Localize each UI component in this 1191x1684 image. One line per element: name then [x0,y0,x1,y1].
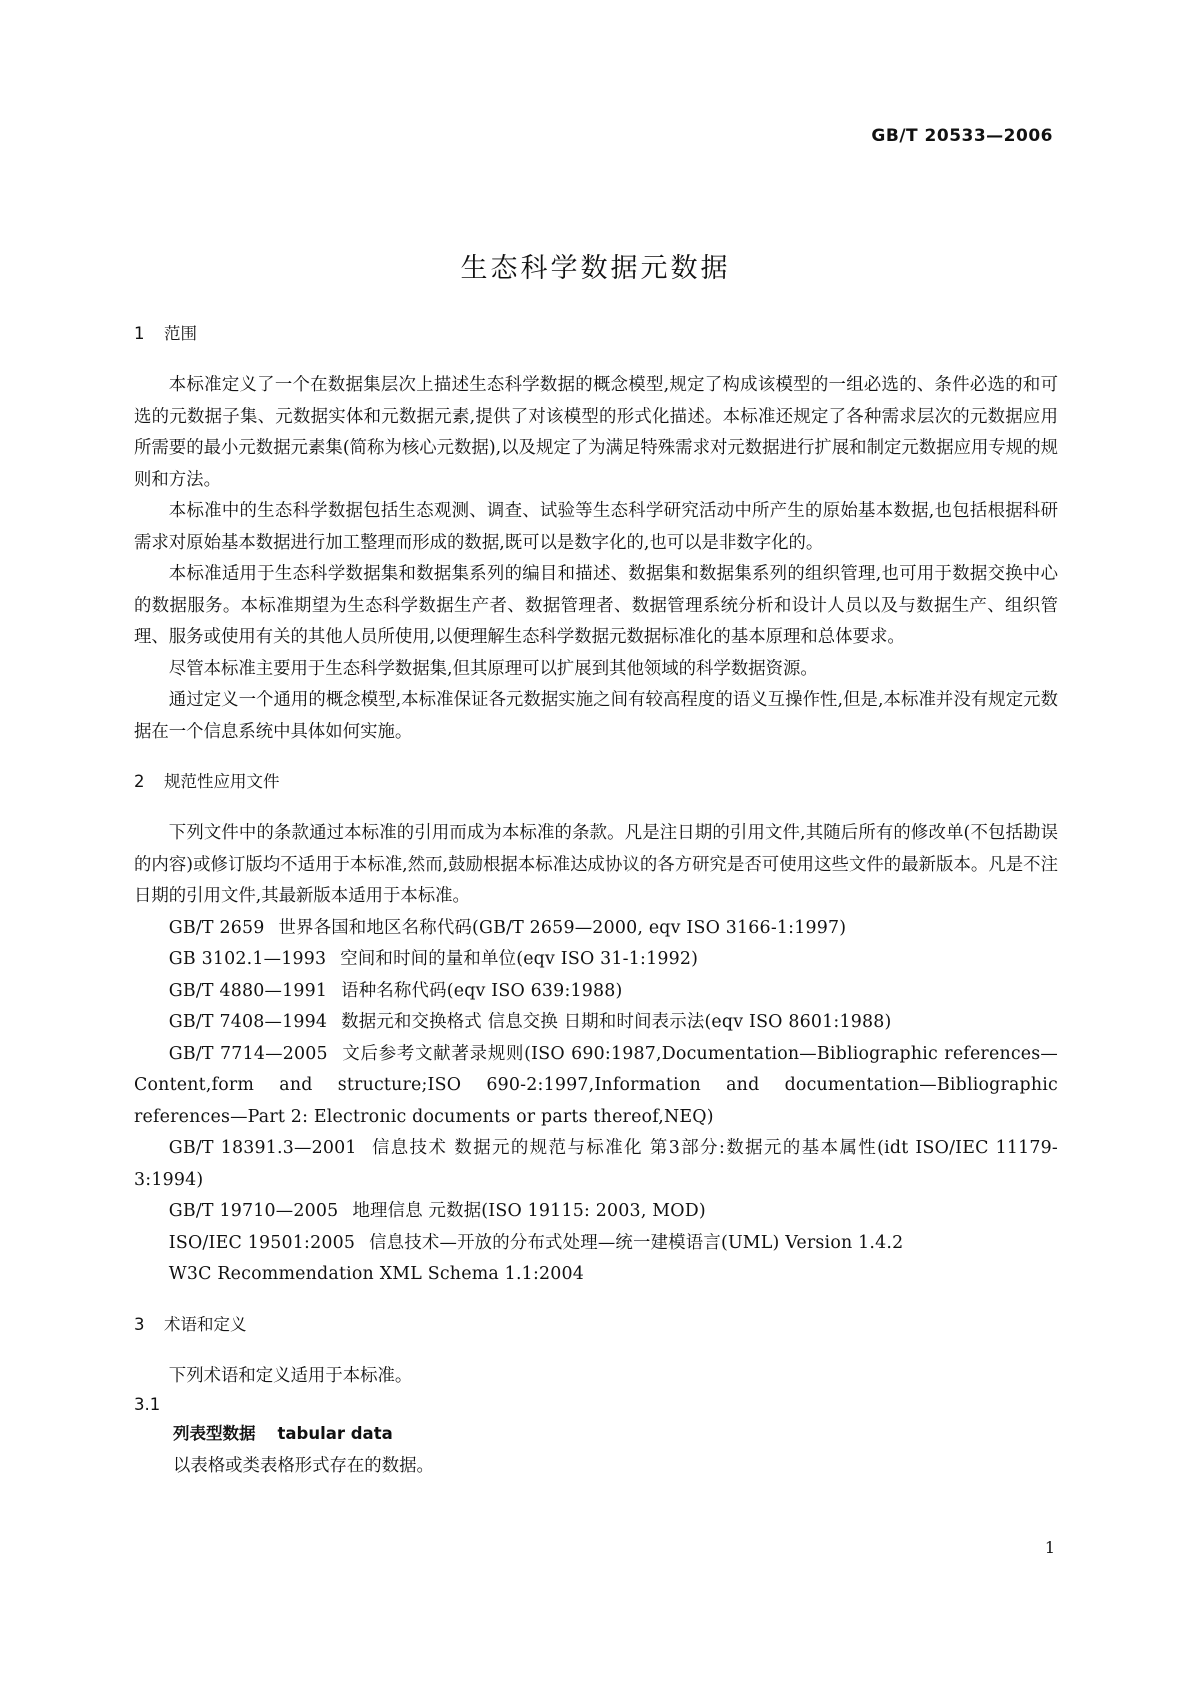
section-heading-normative-references [134,770,1058,794]
normative-refs-intro: 下列文件中的条款通过本标准的引用而成为本标准的条款。凡是注日期的引用文件,其随后所有的修改单(不包括勘误的内容)或修订版均不适用于本标准,然而,鼓励根据本标准达成协议的各方研究是否可使用这些文件的最新版本。凡是不注日期的引用文件,其最新版本适用于本标准。 [134,823,1058,906]
document-body [134,322,1058,1482]
reference-title: 数据元和交换格式 信息交换 日期和时间表示法(eqv ISO 8601:1988) [341,1012,892,1032]
term-name [134,1418,1058,1451]
scope-paragraph: 本标准适用于生态科学数据集和数据集系列的编目和描述、数据集和数据集系列的组织管理,也可用于数据交换中心的数据服务。本标准期望为生态科学数据生产者、数据管理者、数据管理系统分析和设计人员以及与数据生产、组织管理、服务或使用有关的其他人员所使用,以便理解生态科学数据元数据标准化的基本原理和总体要求。 [134,564,1058,647]
reference-title: 信息技术 数据元的规范与标准化 第3部分:数据元的基本属性(idt ISO/IEC 11179-3:1994) [134,1138,1058,1190]
scope-paragraph: 尽管本标准主要用于生态科学数据集,但其原理可以扩展到其他领域的科学数据资源。 [168,658,818,679]
reference-code: GB 3102.1—1993 [168,949,327,969]
reference-title: 地理信息 元数据(ISO 19115: 2003, MOD) [352,1201,706,1221]
reference-title: 文后参考文献著录规则(ISO 690:1987,Documentation—Bibliographic references—Content,form and structure;ISO 690-2:1997,Information and documentation—Bibliographic references—Part 2: Electronic documents or parts thereof,NEQ) [134,1043,1058,1127]
scope-paragraph: 本标准中的生态科学数据包括生态观测、调查、试验等生态科学研究活动中所产生的原始基本数据,也包括根据科研需求对原始基本数据进行加工整理而形成的数据,既可以是数字化的,也可以是非数字化的。 [134,501,1058,553]
section-title: 范围 [164,324,197,343]
reference-item [134,1196,1058,1228]
reference-code: GB/T 18391.3—2001 [168,1138,357,1158]
reference-code: GB/T 19710—2005 [168,1201,339,1221]
document-title: 生态科学数据元数据 [460,253,731,285]
reference-item [134,1259,1058,1291]
reference-item [134,976,1058,1008]
reference-item [134,1228,1058,1260]
scope-paragraph: 通过定义一个通用的概念模型,本标准保证各元数据实施之间有较高程度的语义互操作性,但是,本标准并没有规定元数据在一个信息系统中具体如何实施。 [134,690,1058,742]
reference-item [134,1007,1058,1039]
reference-item [134,1039,1058,1134]
terms-intro: 下列术语和定义适用于本标准。 [168,1365,413,1386]
reference-code: GB/T 7714—2005 [168,1043,328,1064]
reference-code: GB/T 2659 [168,917,265,938]
reference-title: 世界各国和地区名称代码(GB/T 2659—2000, eqv ISO 3166-1:1997) [278,917,847,938]
section-title: 术语和定义 [164,1314,247,1334]
reference-item [134,944,1058,976]
reference-code: ISO/IEC 19501:2005 [168,1232,356,1253]
reference-code: W3C Recommendation XML Schema 1.1:2004 [168,1264,585,1284]
reference-title: 信息技术—开放的分布式处理—统一建模语言(UML) Version 1.4.2 [369,1232,904,1253]
section-heading-scope [134,322,1058,346]
standard-number: GB/T 20533—2006 [871,126,1053,146]
reference-code: GB/T 7408—1994 [168,1012,328,1032]
section-title: 规范性应用文件 [164,772,280,791]
scope-paragraph: 本标准定义了一个在数据集层次上描述生态科学数据的概念模型,规定了构成该模型的一组必选的、条件必选的和可选的元数据子集、元数据实体和元数据元素,提供了对该模型的形式化描述。本标准还规定了各种需求层次的元数据应用所需要的最小元数据元素集(简称为核心元数据),以及规定了为满足特殊需求对元数据进行扩展和制定元数据应用专规的规则和方法。 [134,375,1058,490]
term-name-zh: 列表型数据 [173,1424,256,1443]
page-number: 1 [1044,1538,1055,1557]
section-number: 2 [134,772,145,791]
reference-title: 空间和时间的量和单位(eqv ISO 31-1:1992) [340,949,699,969]
section-number: 3 [134,1314,145,1334]
reference-code: GB/T 4880—1991 [168,980,328,1001]
reference-title: 语种名称代码(eqv ISO 639:1988) [341,980,623,1001]
term-definition: 以表格或类表格形式存在的数据。 [173,1455,434,1476]
reference-item [134,913,1058,945]
term-number: 3.1 [134,1395,161,1414]
section-number: 1 [134,324,145,343]
term-name-en: tabular data [277,1424,393,1443]
reference-item [134,1133,1058,1196]
section-heading-terms [134,1313,1058,1337]
